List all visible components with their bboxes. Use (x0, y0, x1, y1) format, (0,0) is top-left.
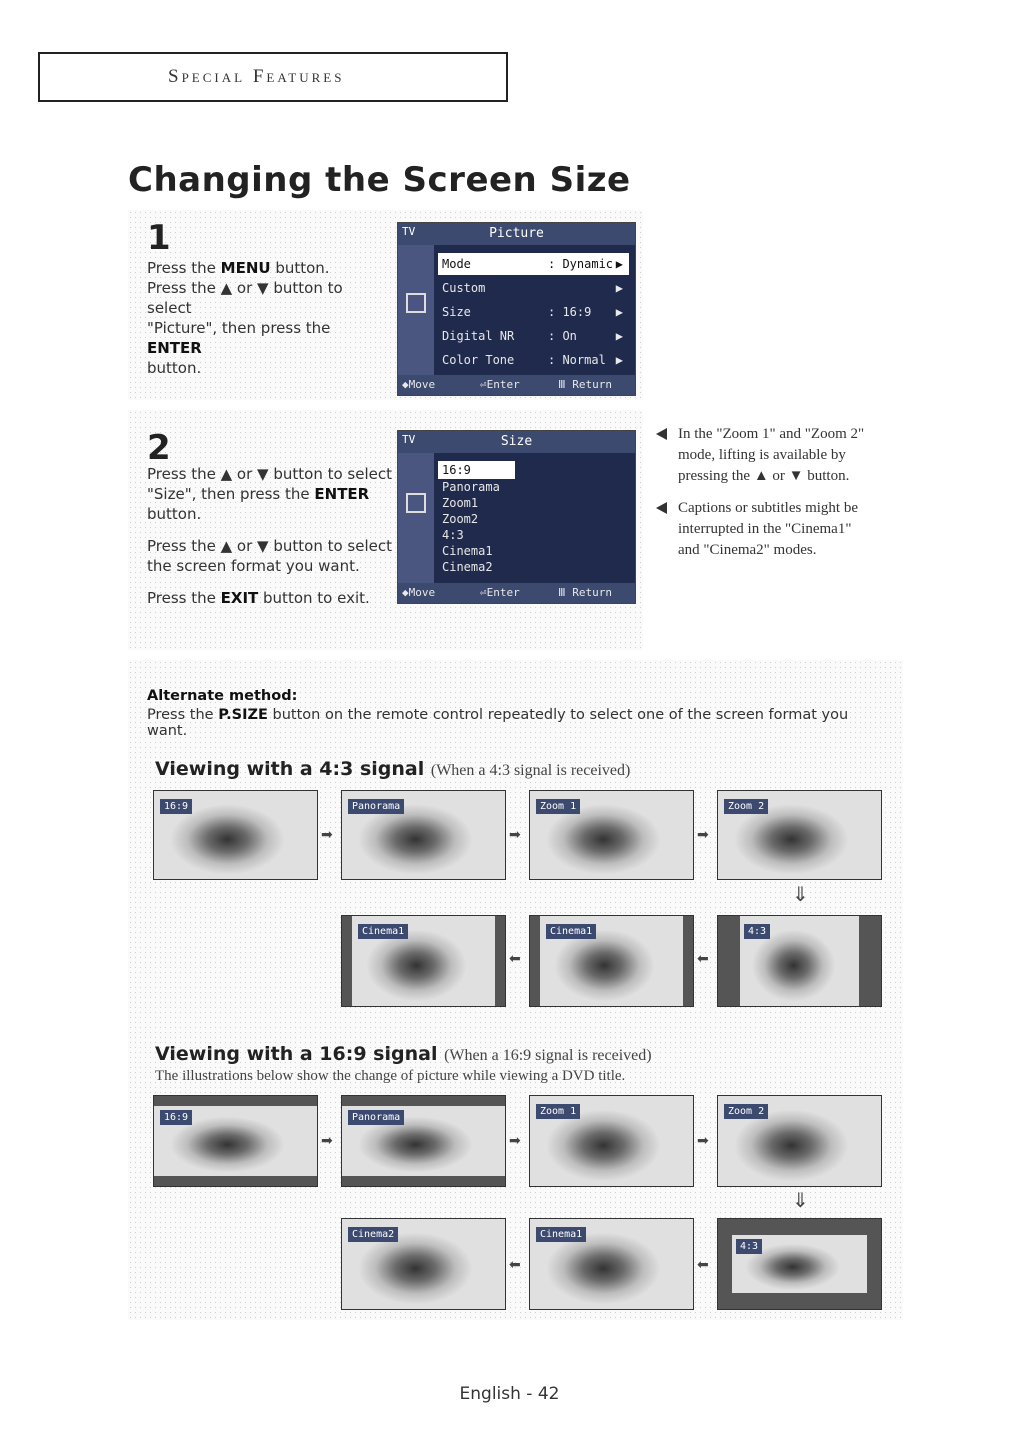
menu-footer (398, 375, 635, 395)
step1-line: "Picture", then press the ENTER (147, 319, 331, 357)
step1-line: Press the ▲ or ▼ button to select (147, 279, 343, 317)
return-hint: Ⅲ Return (558, 378, 612, 391)
screen-43-panorama: Panorama (341, 790, 506, 880)
size-menu (397, 430, 636, 604)
size-option-cinema2[interactable]: Cinema2 (442, 560, 493, 574)
screen-169-4-3: 4:3 (717, 1218, 882, 1310)
left-arrow-icon: ⬅ (509, 950, 521, 966)
step2-line: Press the EXIT button to exit. (147, 589, 370, 607)
view-43-heading: Viewing with a 4:3 signal (When a 4:3 signal is received) (155, 758, 631, 780)
alternate-text: Press the P.SIZE button on the remote control repeatedly to select one of the screen format you want. (147, 707, 849, 739)
menu-item-digital-nr[interactable]: Digital NR : On ▶ (442, 329, 623, 343)
screen-43-cinema-b: Cinema1 (529, 915, 694, 1007)
note-pointer-icon (656, 502, 667, 514)
step1-instructions (147, 258, 387, 378)
page-footer: English - 42 (459, 1384, 560, 1404)
note-captions: Captions or subtitles might be interrupted in the "Cinema1" and "Cinema2" modes. (678, 498, 918, 561)
step2-line: Press the ▲ or ▼ button to select (147, 465, 392, 483)
step1-line: Press the MENU button. (147, 259, 330, 277)
view-169-heading: Viewing with a 16:9 signal (When a 16:9 signal is received) (155, 1043, 652, 1065)
size-option-panorama[interactable]: Panorama (442, 480, 500, 494)
screen-43-cinema-a: Cinema1 (341, 915, 506, 1007)
size-option-zoom2[interactable]: Zoom2 (442, 512, 479, 526)
screen-169-zoom1: Zoom 1 (529, 1095, 694, 1187)
menu-side-icons (398, 453, 434, 583)
screen-43-zoom1: Zoom 1 (529, 790, 694, 880)
menu-item-custom[interactable]: Custom ▶ (442, 281, 623, 295)
section-header: Special Features (168, 66, 345, 87)
tv-label: TV (402, 225, 416, 238)
menu-title: Size (500, 434, 533, 449)
right-arrow-icon: ➡ (321, 826, 333, 842)
right-arrow-icon: ➡ (321, 1132, 333, 1148)
right-arrow-icon: ➡ (697, 826, 709, 842)
size-option-cinema1[interactable]: Cinema1 (442, 544, 493, 558)
move-hint: ◆Move (402, 378, 436, 391)
tv-label: TV (402, 433, 416, 446)
size-option-16-9[interactable]: 16:9 (438, 461, 515, 479)
screen-169-cinema2: Cinema2 (341, 1218, 506, 1310)
menu-side-icons (398, 245, 434, 375)
step2-line (147, 576, 397, 588)
step2-line: the screen format you want. (147, 557, 360, 575)
size-option-zoom1[interactable]: Zoom1 (442, 496, 479, 510)
step1-number: 1 (147, 218, 171, 258)
size-menu-titlebar (398, 431, 635, 453)
move-hint: ◆Move (402, 586, 436, 599)
step1-line: button. (147, 359, 202, 377)
view-169-description: The illustrations below show the change of picture while viewing a DVD title. (155, 1068, 626, 1084)
screen-169-zoom2: Zoom 2 (717, 1095, 882, 1187)
right-arrow-icon: ➡ (509, 826, 521, 842)
menu-title: Picture (489, 226, 544, 241)
step2-line: Press the ▲ or ▼ button to select (147, 537, 392, 555)
screen-169-panorama: Panorama (341, 1095, 506, 1187)
picture-menu-titlebar (398, 223, 635, 245)
alternate-heading: Alternate method: (147, 688, 298, 704)
section-header-box (38, 52, 508, 102)
menu-item-size[interactable]: Size : 16:9 ▶ (442, 305, 623, 319)
menu-item-color-tone[interactable]: Color Tone : Normal ▶ (442, 353, 623, 367)
right-arrow-icon: ➡ (697, 1132, 709, 1148)
right-arrow-icon: ➡ (509, 1132, 521, 1148)
down-arrow-icon: ⇓ (792, 1190, 809, 1212)
left-arrow-icon: ⬅ (509, 1256, 521, 1272)
picture-menu (397, 222, 636, 396)
left-arrow-icon: ⬅ (697, 950, 709, 966)
screen-43-4-3: 4:3 (717, 915, 882, 1007)
menu-item-mode[interactable]: Mode : Dynamic ▶ (438, 253, 629, 275)
screen-43-zoom2: Zoom 2 (717, 790, 882, 880)
note-pointer-icon (656, 428, 667, 440)
screen-169-16-9: 16:9 (153, 1095, 318, 1187)
menu-footer (398, 583, 635, 603)
step2-line (147, 524, 397, 536)
screen-43-16-9: 16:9 (153, 790, 318, 880)
note-zoom-lifting: In the "Zoom 1" and "Zoom 2" mode, lifting is available by pressing the ▲ or ▼ button. (678, 424, 918, 487)
size-option-4-3[interactable]: 4:3 (442, 528, 464, 542)
enter-hint: ⏎Enter (480, 378, 520, 391)
return-hint: Ⅲ Return (558, 586, 612, 599)
enter-hint: ⏎Enter (480, 586, 520, 599)
picture-icon (406, 293, 426, 313)
left-arrow-icon: ⬅ (697, 1256, 709, 1272)
step2-line: "Size", then press the ENTER button. (147, 485, 370, 523)
down-arrow-icon: ⇓ (792, 884, 809, 906)
step2-instructions (147, 464, 397, 608)
step2-number: 2 (147, 428, 171, 468)
screen-169-cinema1: Cinema1 (529, 1218, 694, 1310)
picture-icon (406, 493, 426, 513)
page-title: Changing the Screen Size (128, 160, 631, 200)
